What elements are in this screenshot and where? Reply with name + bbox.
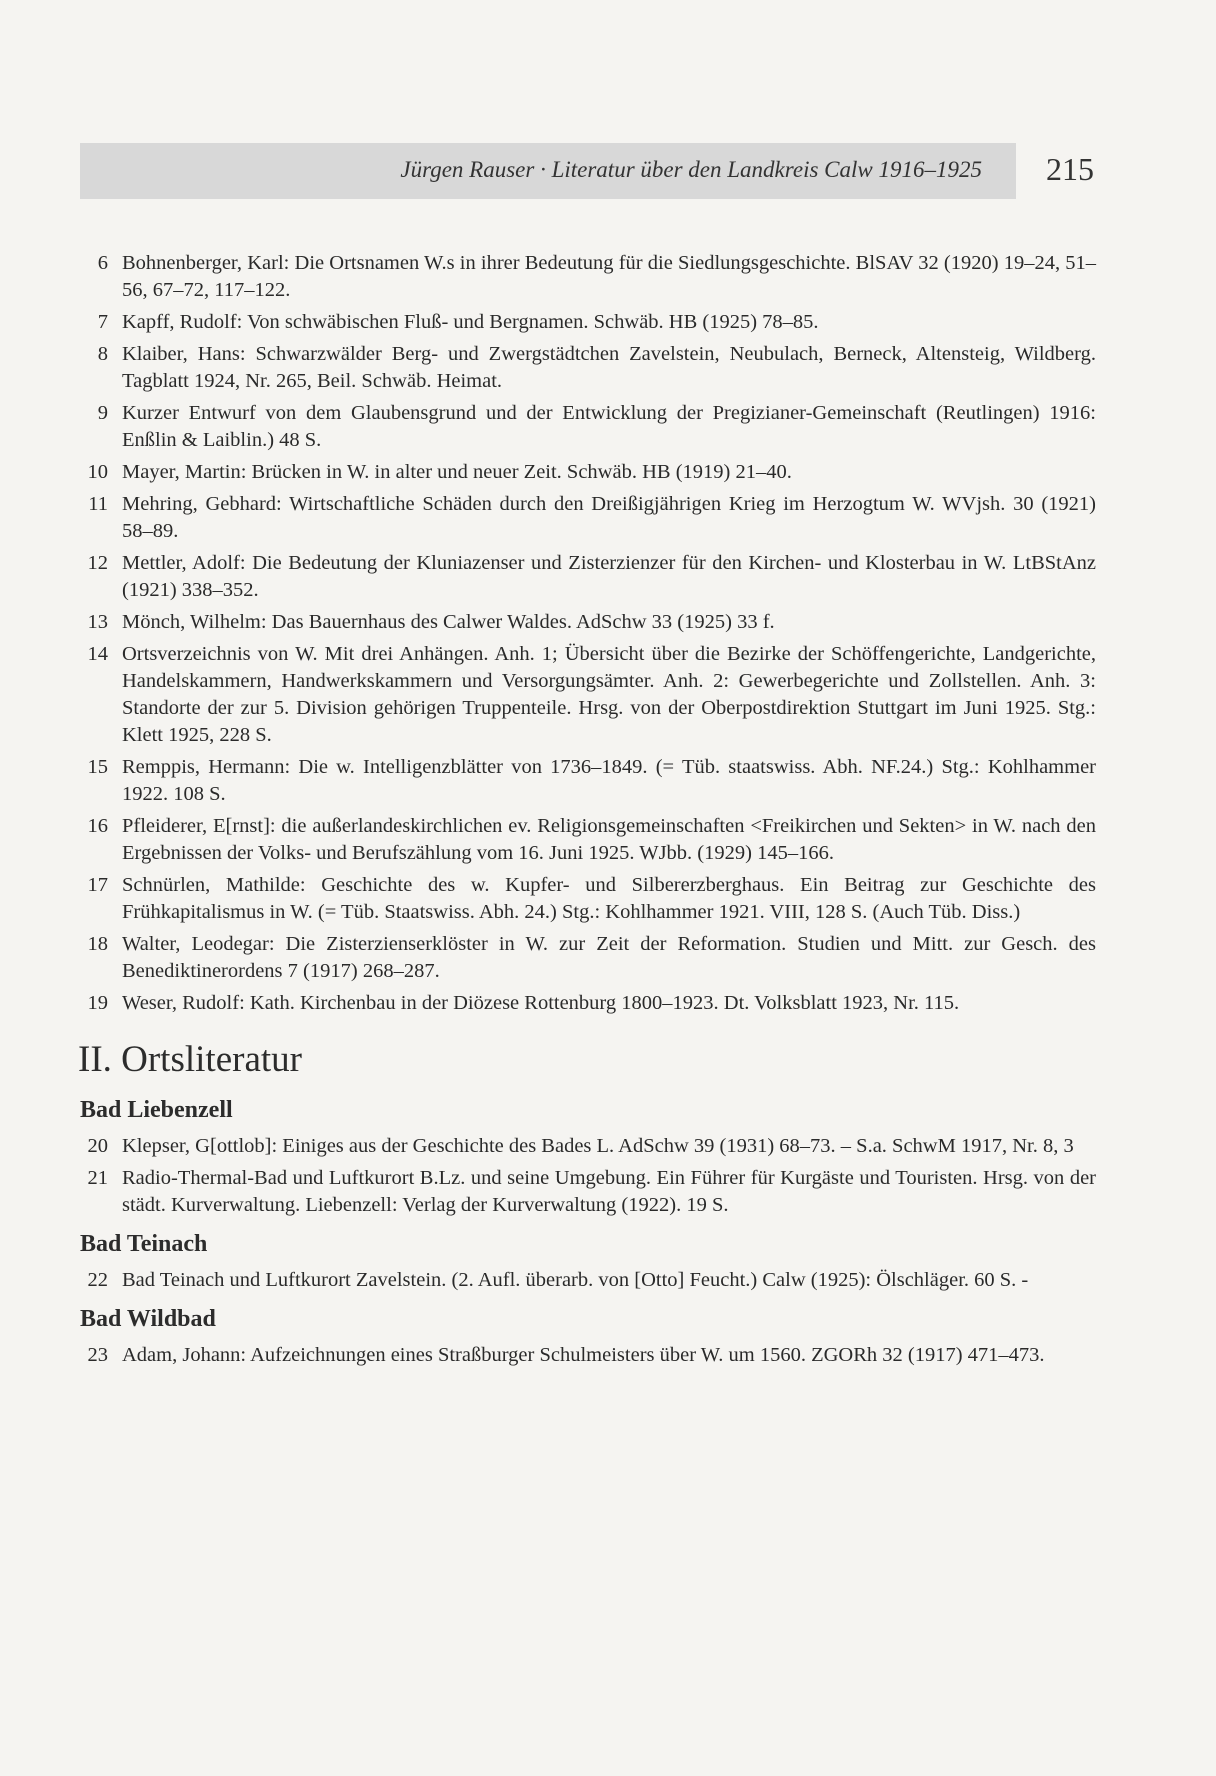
entry-text: Remppis, Hermann: Die w. Intelligenzblätter von 1736–1849. (= Tüb. staatswiss. Abh. NF.24.) Stg.: Kohlhammer 1922. 108 S. <box>122 756 1096 805</box>
entry-number: 7 <box>97 311 108 333</box>
subheading-bad-liebenzell: Bad Liebenzell <box>80 1097 233 1123</box>
entry-text: Mönch, Wilhelm: Das Bauernhaus des Calwer Waldes. AdSchw 33 (1925) 33 f. <box>122 611 775 633</box>
entry-number: 11 <box>88 493 108 515</box>
entry-number: 12 <box>87 552 108 574</box>
entry-number: 14 <box>87 643 108 665</box>
bibliography-entry <box>80 250 1096 304</box>
bibliography-entry <box>80 813 1096 867</box>
running-header-title: Jürgen Rauser · Literatur über den Landkreis Calw 1916–1925 <box>400 157 982 182</box>
entry-text: Adam, Johann: Aufzeichnungen eines Straßburger Schulmeisters über W. um 1560. ZGORh 32 (1917) 471–473. <box>122 1344 1045 1366</box>
entry-text: Walter, Leodegar: Die Zisterzienserklöster in W. zur Zeit der Reformation. Studien und Mitt. zur Gesch. des Benediktinerordens 7 (1917) 268–287. <box>122 933 1096 982</box>
bibliography-list-bad-liebenzell <box>80 1133 1096 1219</box>
entry-number: 22 <box>87 1269 108 1291</box>
bibliography-entry <box>80 1165 1096 1219</box>
bibliography-list-bad-wildbad <box>80 1342 1096 1369</box>
bibliography-entry <box>80 754 1096 808</box>
section-heading: II. Ortsliteratur <box>78 1039 302 1080</box>
entry-number: 23 <box>87 1344 108 1366</box>
entry-number: 21 <box>87 1167 108 1189</box>
entry-number: 15 <box>87 756 108 778</box>
entry-number: 16 <box>87 815 108 837</box>
entry-text: Bohnenberger, Karl: Die Ortsnamen W.s in ihrer Bedeutung für die Siedlungsgeschichte. BlSAV 32 (1920) 19–24, 51–56, 67–72, 117–122. <box>122 252 1096 301</box>
entry-text: Mehring, Gebhard: Wirtschaftliche Schäden durch den Dreißigjährigen Krieg im Herzogtum W. WVjsh. 30 (1921) 58–89. <box>122 493 1096 542</box>
bibliography-entry <box>80 1133 1096 1160</box>
entry-text: Klaiber, Hans: Schwarzwälder Berg- und Zwergstädtchen Zavelstein, Neubulach, Berneck, Altensteig, Wildberg. Tagblatt 1924, Nr. 265, Beil. Schwäb. Heimat. <box>122 343 1096 392</box>
subheading-bad-wildbad: Bad Wildbad <box>80 1306 216 1332</box>
entry-number: 6 <box>97 252 108 274</box>
bibliography-entry <box>80 641 1096 749</box>
entry-text: Bad Teinach und Luftkurort Zavelstein. (2. Aufl. überarb. von [Otto] Feucht.) Calw (1925): Ölschläger. 60 S. - <box>122 1269 1029 1291</box>
entry-number: 9 <box>97 402 108 424</box>
bibliography-entry <box>80 931 1096 985</box>
entry-number: 17 <box>87 874 108 896</box>
entry-text: Pfleiderer, E[rnst]: die außerlandeskirchlichen ev. Religionsgemeinschaften <Freikirchen und Sekten> in W. nach den Ergebnissen der Volks- und Berufszählung vom 16. Juni 1925. WJbb. (1929) 145–166. <box>122 815 1096 864</box>
bibliography-entry <box>80 459 1096 486</box>
bibliography-entry <box>80 1267 1096 1294</box>
bibliography-entry <box>80 341 1096 395</box>
bibliography-list-general <box>80 250 1096 1017</box>
subheading-bad-teinach: Bad Teinach <box>80 1231 208 1257</box>
entry-text: Kurzer Entwurf von dem Glaubensgrund und der Entwicklung der Pregizianer-Gemeinschaft (Reutlingen) 1916: Enßlin & Laiblin.) 48 S. <box>122 402 1096 451</box>
bibliography-entry <box>80 491 1096 545</box>
entry-text: Mettler, Adolf: Die Bedeutung der Kluniazenser und Zisterzienzer für den Kirchen- und Klosterbau in W. LtBStAnz (1921) 338–352. <box>122 552 1096 601</box>
bibliography-entry <box>80 309 1096 336</box>
page-number: 215 <box>1046 151 1094 187</box>
bibliography-entry <box>80 1342 1096 1369</box>
entry-text: Ortsverzeichnis von W. Mit drei Anhängen. Anh. 1; Übersicht über die Bezirke der Schöffengerichte, Landgerichte, Handelskammern, Handwerkskammern und Versorgungsämter. Anh. 2: Gewerbegerichte und Zollstellen. Anh. 3: Standorte der zur 5. Division gehörigen Truppenteile. Hrsg. von der Oberpostdirektion Stuttgart im Juni 1925. Stg.: Klett 1925, 228 S. <box>122 643 1096 746</box>
entry-text: Radio-Thermal-Bad und Luftkurort B.Lz. und seine Umgebung. Ein Führer für Kurgäste und Touristen. Hrsg. von der städt. Kurverwaltung. Liebenzell: Verlag der Kurverwaltung (1922). 19 S. <box>122 1167 1096 1216</box>
bibliography-list-bad-teinach <box>80 1267 1096 1294</box>
entry-number: 13 <box>87 611 108 633</box>
entry-number: 8 <box>97 343 108 365</box>
entry-text: Weser, Rudolf: Kath. Kirchenbau in der Diözese Rottenburg 1800–1923. Dt. Volksblatt 1923, Nr. 115. <box>122 992 960 1014</box>
entry-number: 10 <box>87 461 108 483</box>
entry-number: 19 <box>87 992 108 1014</box>
bibliography-entry <box>80 990 1096 1017</box>
bibliography-entry <box>80 400 1096 454</box>
page-content <box>80 250 1096 1374</box>
entry-text: Klepser, G[ottlob]: Einiges aus der Geschichte des Bades L. AdSchw 39 (1931) 68–73. – S.a. SchwM 1917, Nr. 8, 3 <box>122 1135 1074 1157</box>
entry-text: Kapff, Rudolf: Von schwäbischen Fluß- und Bergnamen. Schwäb. HB (1925) 78–85. <box>122 311 819 333</box>
bibliography-entry <box>80 609 1096 636</box>
bibliography-entry <box>80 872 1096 926</box>
bibliography-entry <box>80 550 1096 604</box>
entry-text: Mayer, Martin: Brücken in W. in alter und neuer Zeit. Schwäb. HB (1919) 21–40. <box>122 461 792 483</box>
entry-number: 18 <box>87 933 108 955</box>
entry-number: 20 <box>87 1135 108 1157</box>
entry-text: Schnürlen, Mathilde: Geschichte des w. Kupfer- und Silbererzberghaus. Ein Beitrag zur Geschichte des Frühkapitalismus in W. (= Tüb. Staatswiss. Abh. 24.) Stg.: Kohlhammer 1921. VIII, 128 S. (Auch Tüb. Diss.) <box>122 874 1096 923</box>
